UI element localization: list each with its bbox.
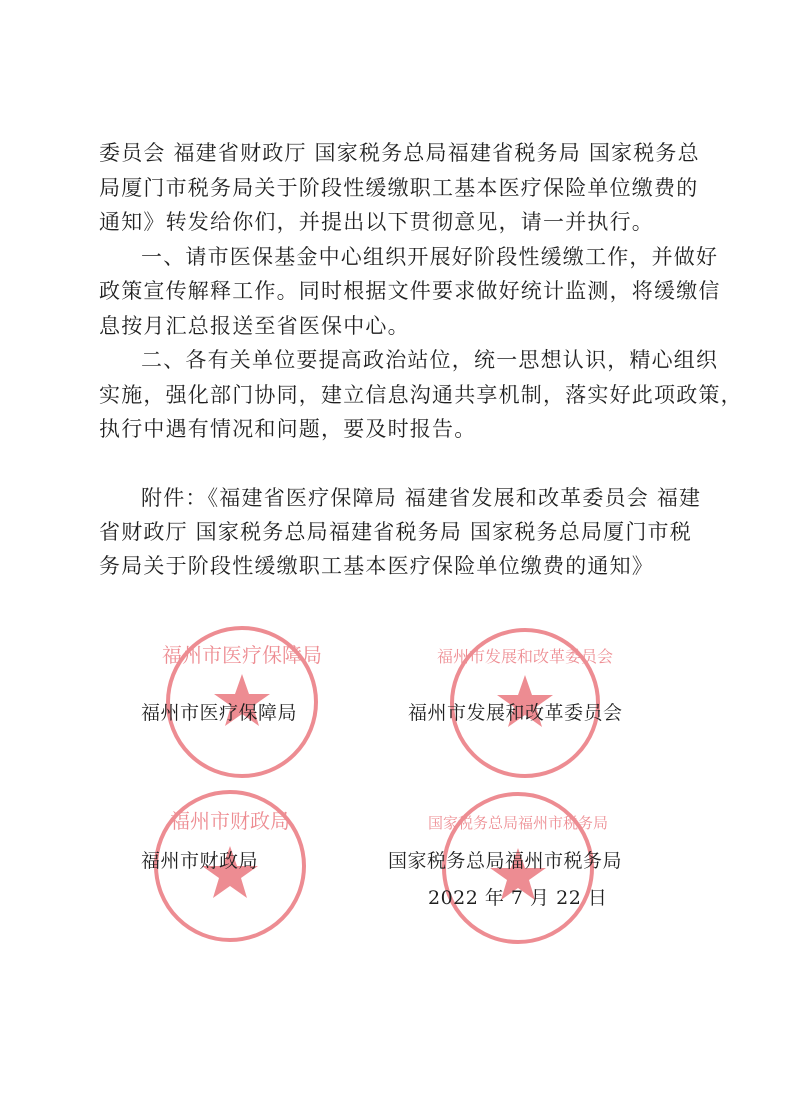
signature-tax-bureau: 国家税务总局福州市税务局 [388, 850, 623, 872]
signature-finance: 福州市财政局 [141, 850, 259, 872]
svg-text:国家税务总局福州市税务局: 国家税务总局福州市税务局 [427, 814, 609, 832]
svg-text:福州市医疗保障局: 福州市医疗保障局 [162, 643, 322, 667]
body-line-5: 政策宣传解释工作。同时根据文件要求做好统计监测，将缓缴信 [99, 279, 721, 303]
signature-ndrc: 福州市发展和改革委员会 [408, 702, 623, 724]
attachment-line-1: 附件：《福建省医疗保障局 福建省发展和改革委员会 福建 [141, 486, 702, 510]
body-line-2: 局厦门市税务局关于阶段性缓缴职工基本医疗保险单位缴费的 [99, 176, 699, 200]
attachment-line-3: 务局关于阶段性缓缴职工基本医疗保险单位缴费的通知》 [99, 554, 654, 578]
body-line-8: 实施，强化部门协同，建立信息沟通共享机制，落实好此项政策， [99, 383, 743, 407]
body-line-4: 一、请市医保基金中心组织开展好阶段性缓缴工作，并做好 [141, 245, 719, 269]
svg-text:福州市财政局: 福州市财政局 [170, 809, 290, 833]
signature-date: 2022 年 7 月 22 日 [428, 887, 608, 909]
body-line-3: 通知》转发给你们，并提出以下贯彻意见，请一并执行。 [99, 210, 654, 234]
attachment-line-2: 省财政厅 国家税务总局福建省税务局 国家税务总局厦门市税 [99, 520, 692, 544]
body-line-6: 息按月汇总报送至省医保中心。 [99, 314, 410, 338]
body-line-9: 执行中遇有情况和问题，要及时报告。 [99, 417, 477, 441]
body-line-1: 委员会 福建省财政厅 国家税务总局福建省税务局 国家税务总 [99, 141, 700, 165]
body-line-7: 二、各有关单位要提高政治站位，统一思想认识，精心组织 [141, 348, 719, 372]
signature-medical-security: 福州市医疗保障局 [141, 702, 298, 724]
svg-text:福州市发展和改革委员会: 福州市发展和改革委员会 [436, 647, 614, 666]
